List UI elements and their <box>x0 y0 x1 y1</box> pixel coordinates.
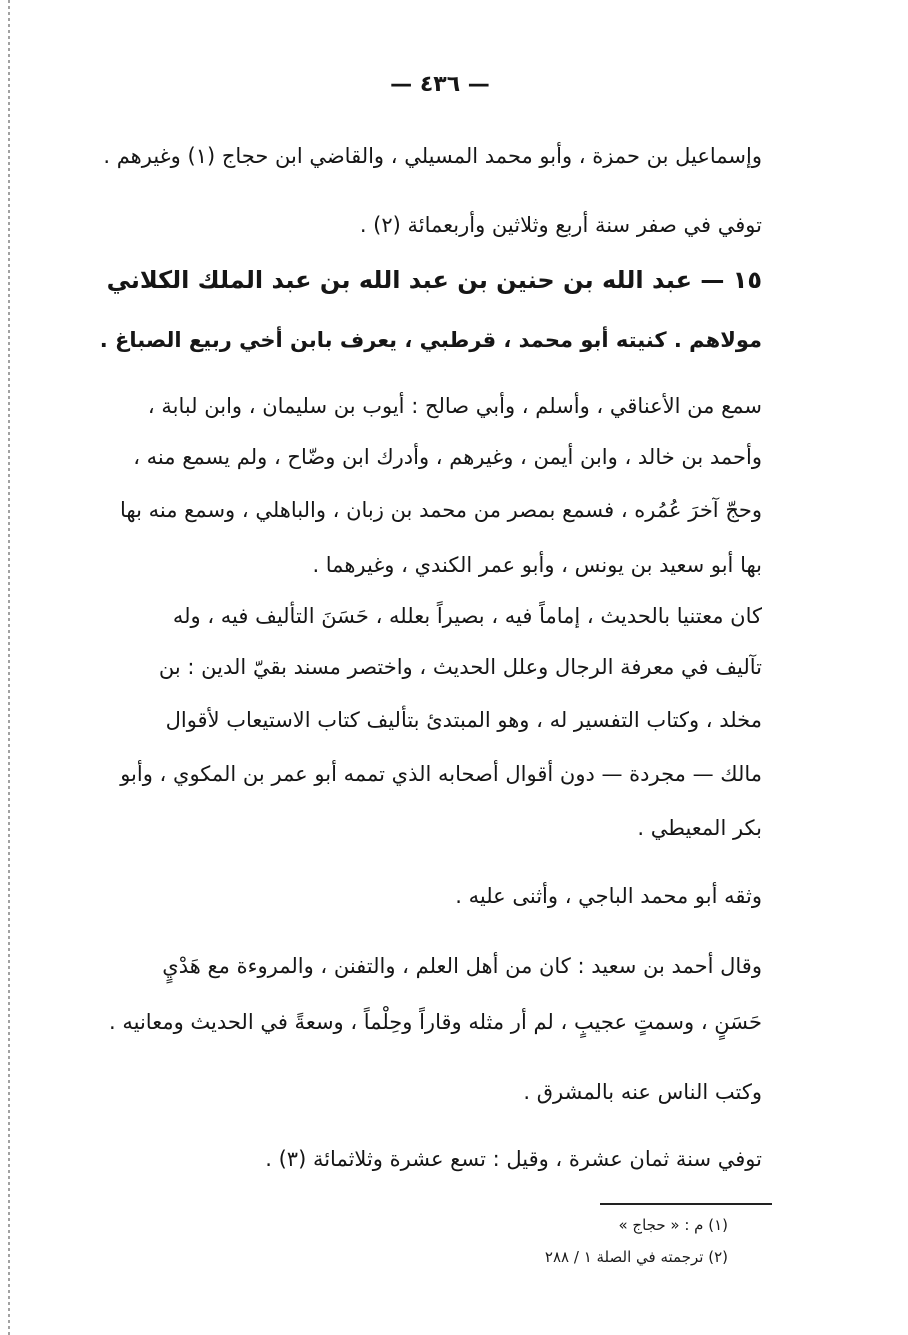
text-line: تآليف في معرفة الرجال وعلل الحديث ، واختصر مسند بقيّ الدين : بن <box>158 655 762 679</box>
page-edge-shadow <box>8 0 10 1335</box>
text-line: وحجّ آخرَ عُمُره ، فسمع بمصر من محمد بن زبان ، والباهلي ، وسمع منه بها <box>120 498 762 522</box>
text-line: مخلد ، وكتاب التفسير له ، وهو المبتدئ بتأليف كتاب الاستيعاب لأقوال <box>165 708 762 732</box>
text-line: سمع من الأعناقي ، وأسلم ، وأبي صالح : أيوب بن سليمان ، وابن لبابة ، <box>147 394 762 418</box>
entry-heading: ١٥ — عبد الله بن حنين بن عبد الله بن عبد الملك الكلاني <box>106 266 762 294</box>
text-line: بها أبو سعيد بن يونس ، وأبو عمر الكندي ، وغيرهما . <box>312 553 762 577</box>
text-line: توفي في صفر سنة أربع وثلاثين وأربعمائة (٢) . <box>359 213 762 237</box>
text-line: حَسَنٍ ، وسمتٍ عجيبٍ ، لم أر مثله وقاراً وحِلْماً ، وسعةً في الحديث ومعانيه . <box>109 1010 762 1034</box>
text-line: مالك — مجردة — دون أقوال أصحابه الذي تممه أبو عمر بن المكوي ، وأبو <box>120 762 762 786</box>
footnote-1: (١) م : « حجاج » <box>618 1216 728 1234</box>
text-line: توفي سنة ثمان عشرة ، وقيل : تسع عشرة وثلاثمائة (٣) . <box>265 1147 762 1171</box>
text-line: وقال أحمد بن سعيد : كان من أهل العلم ، والتفنن ، والمروءة مع هَدْيٍ <box>162 954 762 978</box>
footnote-2: (٢) ترجمته في الصلة ١ / ٢٨٨ <box>544 1248 728 1266</box>
text-line: وإسماعيل بن حمزة ، وأبو محمد المسيلي ، والقاضي ابن حجاج (١) وغيرهم . <box>103 144 762 168</box>
text-line: وثقه أبو محمد الباجي ، وأثنى عليه . <box>455 884 762 908</box>
text-line: وكتب الناس عنه بالمشرق . <box>523 1080 762 1104</box>
page-number: — ٤٣٦ — <box>390 72 490 97</box>
footnote-divider <box>600 1203 772 1205</box>
entry-heading-continued: مولاهم . كنيته أبو محمد ، قرطبي ، يعرف بابن أخي ربيع الصباغ . <box>99 328 762 352</box>
text-line: وأحمد بن خالد ، وابن أيمن ، وغيرهم ، وأدرك ابن وضّاح ، ولم يسمع منه ، <box>133 445 762 469</box>
text-line: كان معتنيا بالحديث ، إماماً فيه ، بصيراً بعلله ، حَسَنَ التأليف فيه ، وله <box>172 604 762 628</box>
text-line: بكر المعيطي . <box>637 816 762 840</box>
